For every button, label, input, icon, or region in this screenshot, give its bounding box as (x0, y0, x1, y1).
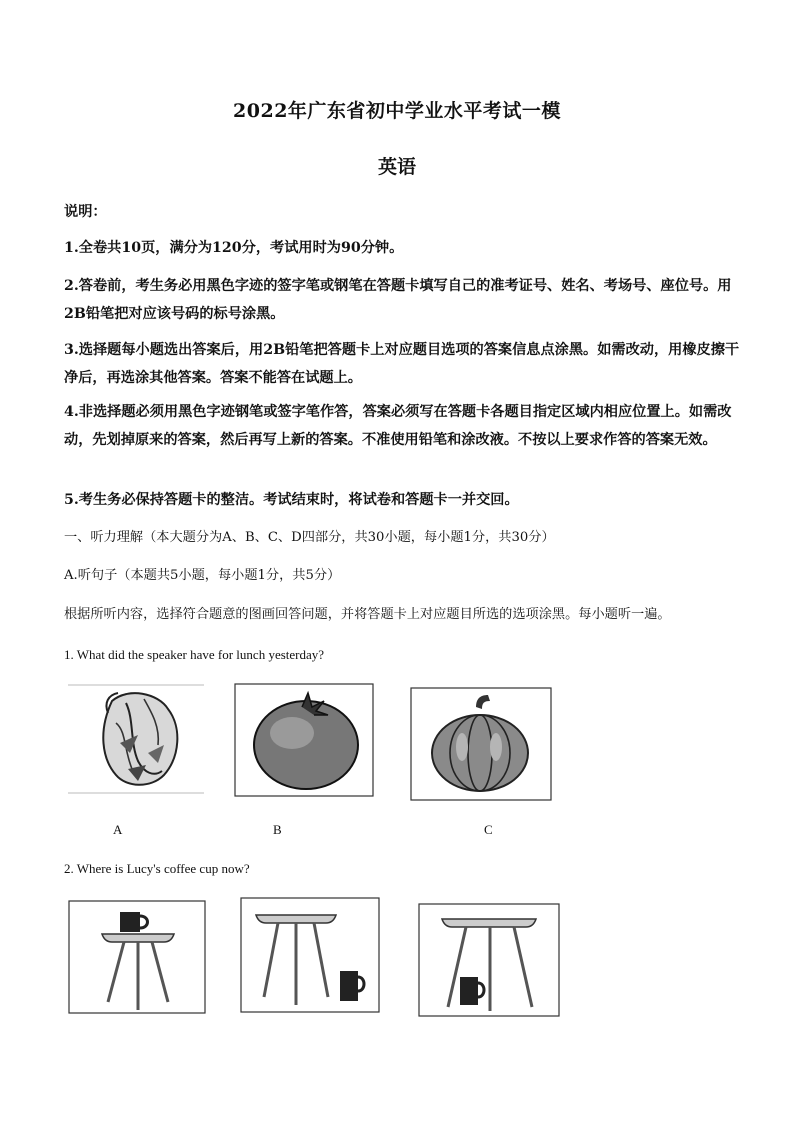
q2-option-1-picture (68, 900, 206, 1018)
cup-on-table-icon (68, 900, 206, 1014)
instruction-3: 3.选择题每小题选出答案后，用2B铅笔把答题卡上对应题目选项的答案信息点涂黑。如需改动，用橡皮擦干净后，再选涂其他答案。答案不能答在试题上。 (64, 342, 740, 386)
option-b-label: B (273, 822, 282, 837)
exam-title: 2022年广东省初中学业水平考试一模 (233, 100, 561, 122)
option-b-picture (234, 683, 374, 801)
instructions-heading: 说明： (64, 204, 107, 220)
option-a-picture (68, 683, 204, 799)
instruction-1: 1.全卷共10页，满分为120分，考试用时为90分钟。 (64, 240, 404, 256)
cup-under-table-icon (418, 903, 560, 1017)
part-a-title: A.听句子（本题共5小题，每小题1分，共5分） (64, 568, 341, 583)
instruction-2: 2.答卷前，考生务必用黑色字迹的签字笔或钢笔在答题卡填写自己的准考证号、姓名、考场号、座位号。用2B铅笔把对应该号码的标号涂黑。 (64, 278, 732, 322)
q2-option-2-picture (240, 897, 380, 1017)
cabbage-icon (68, 683, 204, 795)
tomato-icon (234, 683, 374, 797)
exam-subject: 英语 (377, 156, 416, 178)
q2-option-3-picture (418, 903, 560, 1021)
instruction-5: 5.考生务必保持答题卡的整洁。考试结束时，将试卷和答题卡一并交回。 (64, 492, 519, 508)
directions: 根据所听内容，选择符合题意的图画回答问题，并将答题卡上对应题目所选的选项涂黑。每小题听一遍。 (64, 607, 671, 622)
option-c-label: C (484, 822, 493, 837)
section-title: 一、听力理解（本大题分为A、B、C、D四部分，共30小题，每小题1分，共30分） (64, 530, 555, 545)
instruction-4: 4.非选择题必须用黑色字迹钢笔或签字笔作答，答案必须写在答题卡各题目指定区域内相应位置上。如需改动，先划掉原来的答案，然后再写上新的答案。不准使用铅笔和涂改液。不按以上要求作答的答案无效。 (64, 404, 732, 448)
question-2-text: 2. Where is Lucy's coffee cup now? (64, 861, 250, 876)
cup-beside-table-icon (240, 897, 380, 1013)
question-1-text: 1. What did the speaker have for lunch yesterday? (64, 647, 325, 662)
option-a-label: A (113, 822, 123, 837)
pumpkin-icon (410, 687, 552, 801)
option-c-picture (410, 687, 552, 805)
